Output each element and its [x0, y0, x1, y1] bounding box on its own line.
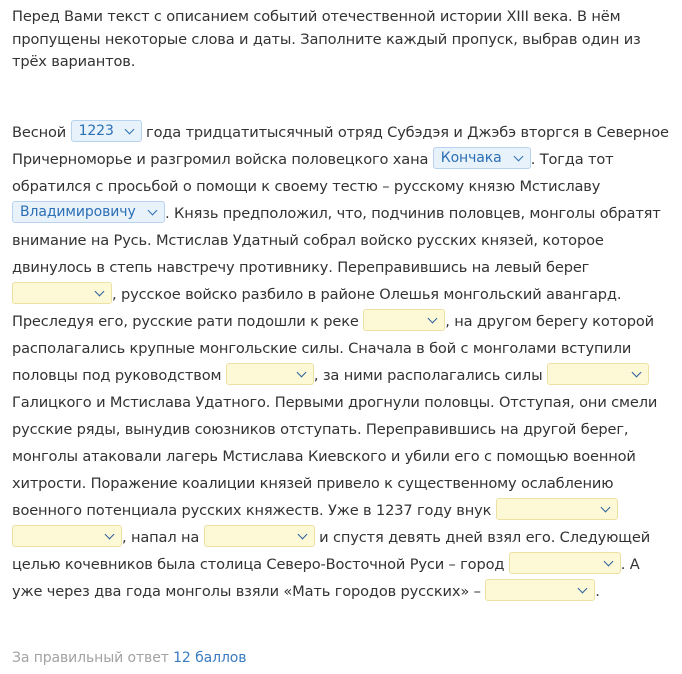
chevron-down-icon: [603, 557, 613, 567]
chevron-down-icon: [578, 584, 588, 594]
dropdown-polovtsian-leader[interactable]: [226, 363, 314, 385]
text-fragment: . Князь предположил, что, подчинив половцев, монголы обратят внимание на Русь. Мстислав Удатный собрал войско русских князей, которое двинулось в степь навстречу противнику. Переправившись на левый берег: [12, 204, 661, 276]
chevron-down-icon: [124, 125, 134, 135]
dropdown-capital-city[interactable]: [509, 552, 621, 574]
text-fragment: Весной: [12, 123, 71, 141]
text-fragment: года тридцатитысячный отряд Субэдэя и Джэбэ вторгся в Северное Причерноморье и разгромил войска половецкого хана: [12, 123, 669, 168]
text-fragment: . Тогда тот обратился с просьбой о помощи к своему тестю – русскому князю Мстиславу: [12, 150, 614, 195]
text-fragment: , на другом берегу которой располагались крупные монгольские силы. Сначала в бой с монголами вступили половцы под руководством: [12, 312, 654, 384]
text-fragment: , за ними располагались силы: [313, 366, 547, 384]
dropdown-first-city[interactable]: [204, 525, 315, 547]
dropdown-river-bank[interactable]: [12, 282, 112, 304]
dropdown-patronymic[interactable]: [12, 201, 165, 223]
dropdown-river[interactable]: [363, 309, 445, 331]
dropdown-grandson-of[interactable]: [496, 498, 618, 520]
dropdown-value: Владимировичу: [20, 204, 136, 220]
chevron-down-icon: [428, 314, 438, 324]
score-points: 12 баллов: [173, 650, 247, 666]
text-fragment: Галицкого и Мстислава Удатного. Первыми дрогнули половцы. Отступая, они смели русские ряды, вынудив союзников отступать. Переправившись на другой берег, монголы атаковали лагерь Мстислава Киевского и убили его с помощью военной хитрости. Поражение коалиции князей привело к существенному ослаблению военного потенциала русских княжеств. Уже в 1237 году внук: [12, 393, 658, 519]
text-fragment: . А уже через два года монголы взяли «Мать городов русских» –: [12, 555, 640, 600]
task-text: [12, 119, 670, 605]
dropdown-year[interactable]: [71, 120, 142, 142]
dropdown-prince[interactable]: [547, 363, 649, 385]
score-label: За правильный ответ: [12, 650, 174, 666]
dropdown-khan-name[interactable]: [12, 525, 122, 547]
chevron-down-icon: [600, 503, 610, 513]
chevron-down-icon: [95, 287, 105, 297]
dropdown-mother-of-cities[interactable]: [485, 579, 595, 601]
dropdown-value: 1223: [78, 123, 114, 139]
chevron-down-icon: [148, 206, 158, 216]
chevron-down-icon: [513, 152, 523, 162]
dropdown-value: Кончака: [440, 150, 502, 166]
score-info: [12, 650, 246, 666]
text-fragment: и спустя девять дней взял его. Следующей целью кочевников была столица Северо-Восточной Руси – город: [12, 528, 651, 573]
dropdown-khan[interactable]: [433, 147, 531, 169]
chevron-down-icon: [631, 368, 641, 378]
chevron-down-icon: [105, 530, 115, 540]
text-fragment: , напал на: [122, 528, 204, 546]
task-instructions: Перед Вами текст с описанием событий отечественной истории XIII века. В нём пропущены некоторые слова и даты. Заполните каждый пропуск, выбрав один из трёх вариантов.: [12, 8, 641, 70]
chevron-down-icon: [297, 530, 307, 540]
chevron-down-icon: [296, 368, 306, 378]
text-fragment: .: [595, 582, 600, 600]
text-fragment: , русское войско разбило в районе Олешья монгольский авангард. Преследуя его, русские рати подошли к реке: [12, 285, 622, 330]
